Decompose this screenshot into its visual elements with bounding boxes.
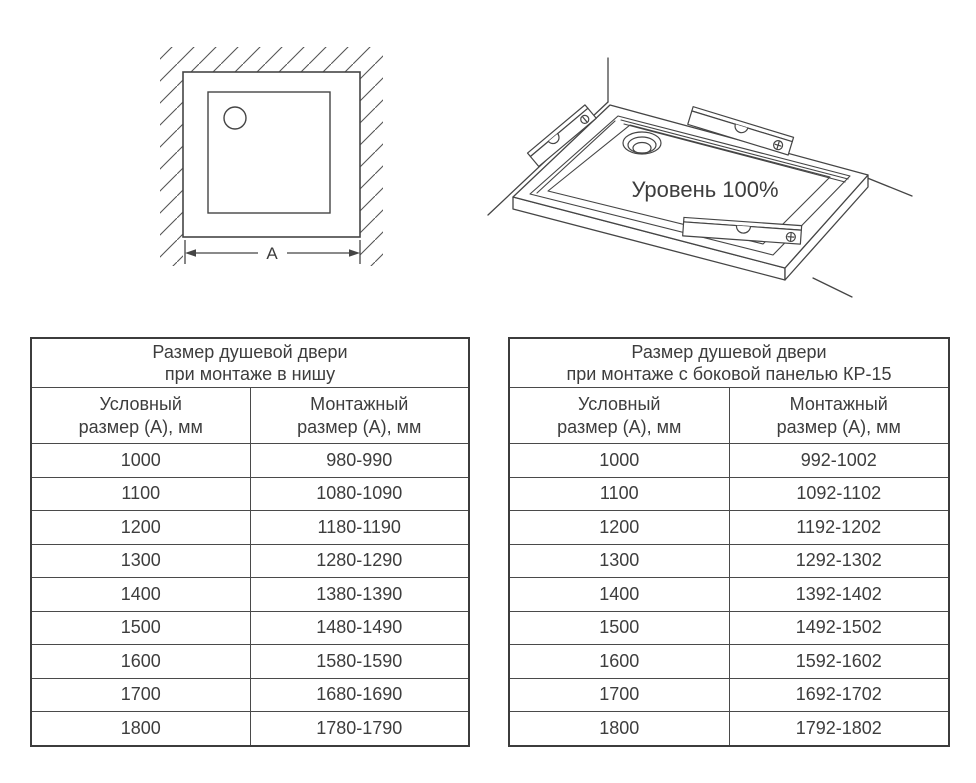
table-cell: 1492-1502	[729, 611, 949, 645]
table-cell: 1292-1302	[729, 544, 949, 578]
table-row	[509, 678, 949, 712]
table-row	[31, 544, 469, 578]
table-row	[31, 712, 469, 746]
level-label: Уровень 100%	[631, 177, 779, 202]
table-cell: 1092-1102	[729, 477, 949, 511]
table-row	[509, 477, 949, 511]
table-cell: 980-990	[250, 444, 469, 478]
table-title-line2: при монтаже в нишу	[164, 364, 336, 384]
table-cell: 1100	[31, 477, 250, 511]
tray-outer-outline	[183, 72, 360, 237]
table-cell: 1380-1390	[250, 578, 469, 612]
column-header-nominal: Условный размер (А), мм	[509, 388, 729, 444]
drain	[623, 132, 661, 154]
table-row	[509, 511, 949, 545]
table-cell: 992-1002	[729, 444, 949, 478]
table-title	[31, 338, 469, 388]
table-title	[509, 338, 949, 388]
column-header-nominal: Условный размер (А), мм	[31, 388, 250, 444]
table-title-line1: Размер душевой двери	[152, 341, 348, 362]
dimension-label: A	[266, 244, 278, 263]
column-header-mounting: Монтажный размер (А), мм	[729, 388, 949, 444]
table-cell: 1780-1790	[250, 712, 469, 746]
table-cell: 1592-1602	[729, 645, 949, 679]
table-title-line2: при монтаже с боковой панелью КР-15	[566, 364, 892, 384]
tray-level-diagram	[480, 25, 970, 315]
table-row	[31, 611, 469, 645]
table-cell: 1392-1402	[729, 578, 949, 612]
table-cell: 1000	[31, 444, 250, 478]
table-row	[31, 645, 469, 679]
table-row	[31, 578, 469, 612]
table-cell: 1692-1702	[729, 678, 949, 712]
niche-size-table	[30, 337, 470, 747]
table-row	[509, 544, 949, 578]
table-cell: 1580-1590	[250, 645, 469, 679]
table-cell: 1000	[509, 444, 729, 478]
table-title-line1: Размер душевой двери	[631, 341, 827, 362]
table-cell: 1280-1290	[250, 544, 469, 578]
table-cell: 1700	[509, 678, 729, 712]
table-row	[31, 678, 469, 712]
table-cell: 1080-1090	[250, 477, 469, 511]
table-cell: 1192-1202	[729, 511, 949, 545]
table-row	[509, 444, 949, 478]
table-row	[31, 477, 469, 511]
table-cell: 1600	[31, 645, 250, 679]
niche-installation-diagram	[155, 42, 390, 274]
table-row	[31, 511, 469, 545]
table-cell: 1200	[509, 511, 729, 545]
table-cell: 1700	[31, 678, 250, 712]
table-cell: 1180-1190	[250, 511, 469, 545]
table-cell: 1600	[509, 645, 729, 679]
table-cell: 1680-1690	[250, 678, 469, 712]
table-cell: 1480-1490	[250, 611, 469, 645]
column-header-mounting: Монтажный размер (А), мм	[250, 388, 469, 444]
side-panel-size-table	[508, 337, 950, 747]
table-row	[509, 611, 949, 645]
table-row	[509, 712, 949, 746]
table-cell: 1400	[509, 578, 729, 612]
table-cell: 1792-1802	[729, 712, 949, 746]
floor-line-front	[813, 278, 852, 297]
table-row	[31, 444, 469, 478]
table-cell: 1300	[509, 544, 729, 578]
table-cell: 1800	[509, 712, 729, 746]
table-cell: 1400	[31, 578, 250, 612]
table-row	[509, 578, 949, 612]
table-cell: 1200	[31, 511, 250, 545]
table-cell: 1800	[31, 712, 250, 746]
table-row	[509, 645, 949, 679]
table-cell: 1100	[509, 477, 729, 511]
table-cell: 1500	[509, 611, 729, 645]
table-cell: 1300	[31, 544, 250, 578]
table-cell: 1500	[31, 611, 250, 645]
